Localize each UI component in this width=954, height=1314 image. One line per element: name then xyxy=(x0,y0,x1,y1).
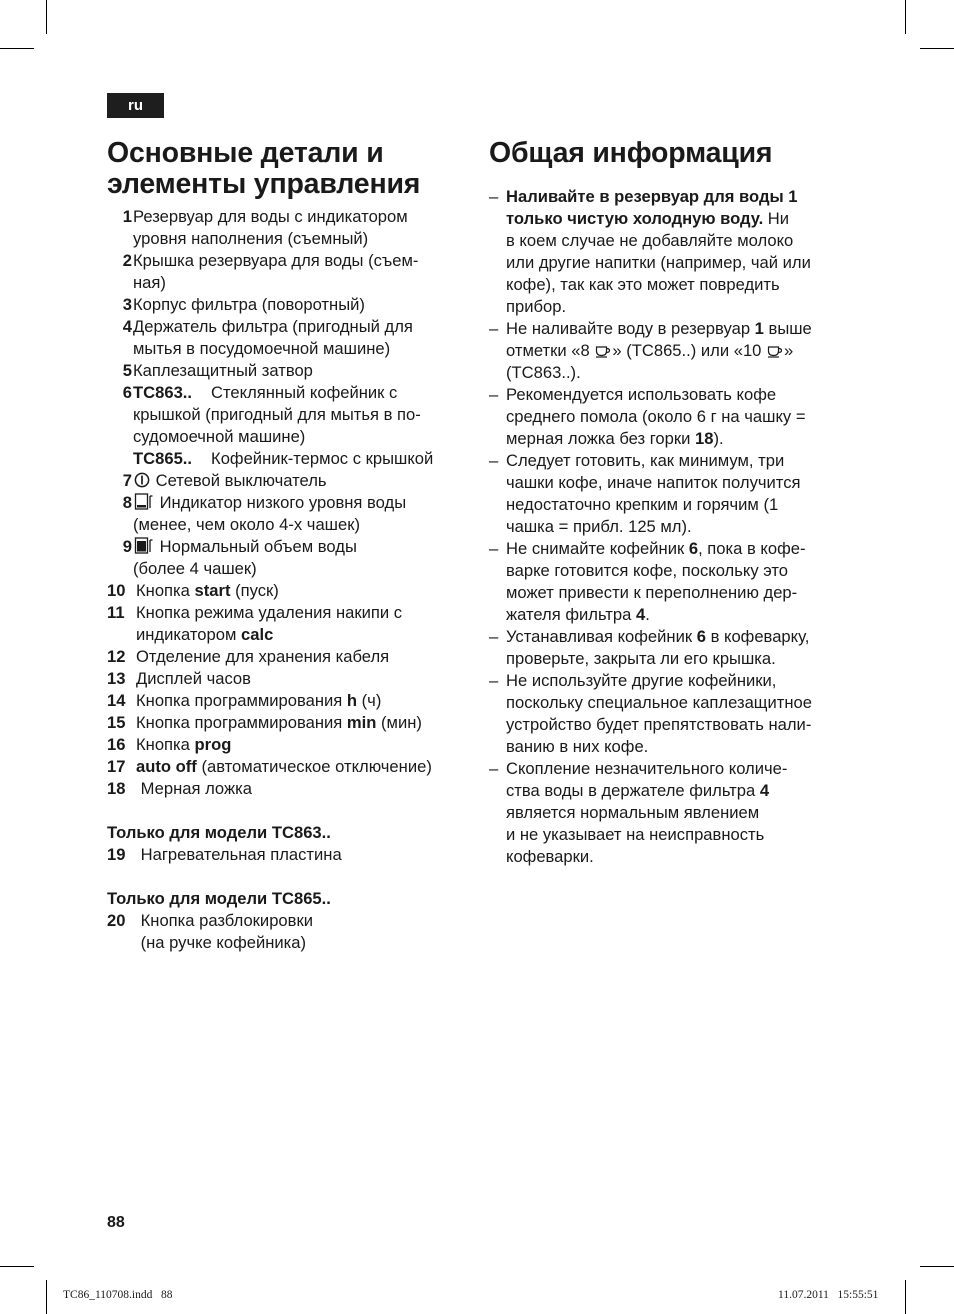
note-line: в кофеварку, xyxy=(705,627,810,646)
item-text xyxy=(136,690,381,712)
item-number: 13 xyxy=(107,669,126,688)
item-number: 6 xyxy=(122,383,132,402)
note-line: устройство будет препятствовать нали- xyxy=(506,715,812,734)
item-line: Нормальный объем воды xyxy=(159,537,357,556)
model-tc865: TC865.. xyxy=(133,449,193,468)
list-item xyxy=(107,206,477,250)
item-number: 20 xyxy=(107,911,126,930)
list-item xyxy=(489,538,859,626)
note-line: Не снимайте кофейник xyxy=(506,539,689,558)
parts-column xyxy=(107,138,477,954)
item-line: (автоматическое отключение) xyxy=(196,757,432,776)
item-text xyxy=(133,470,327,492)
crop-mark xyxy=(46,0,47,34)
item-line: Кнопка режима удаления накипи с xyxy=(136,603,403,622)
crop-mark xyxy=(0,48,34,49)
item-number: 9 xyxy=(122,537,132,556)
item-number: 1 xyxy=(122,207,132,226)
note-text xyxy=(506,758,787,868)
note-line: может привести к переполнению дер- xyxy=(506,583,798,602)
note-line: или другие напитки (например, чай или xyxy=(506,253,811,272)
note-line: (TC863..). xyxy=(506,363,581,382)
info-title: Общая информация xyxy=(489,137,773,169)
note-line: , пока в кофе- xyxy=(698,539,806,558)
item-line: мытья в посудомоечной машине) xyxy=(133,339,391,358)
item-line: Сетевой выключатель xyxy=(155,471,327,490)
item-line: Кнопка программирования xyxy=(136,691,347,710)
list-item xyxy=(489,670,859,758)
note-line: Ни xyxy=(763,209,790,228)
item-line: Кофейник-термос с крышкой xyxy=(211,449,434,468)
item-line: Кнопка разблокировки xyxy=(136,911,313,930)
dash-bullet: – xyxy=(489,759,499,778)
item-line: Стеклянный кофейник с xyxy=(211,383,398,402)
dash-bullet: – xyxy=(489,385,499,404)
list-item xyxy=(107,602,477,646)
list-item xyxy=(107,492,477,536)
note-line: Устанавливая кофейник xyxy=(506,627,697,646)
item-line: Индикатор низкого уровня воды xyxy=(159,493,407,512)
item-number: 11 xyxy=(107,603,125,622)
note-line: жателя фильтра xyxy=(506,605,636,624)
item-number: 15 xyxy=(107,713,126,732)
page-number: 88 xyxy=(107,1214,125,1231)
list-item xyxy=(107,734,477,756)
note-line: кофе), так как это может повредить xyxy=(506,275,780,294)
list-item xyxy=(107,470,477,492)
item-line: уровня наполнения (съемный) xyxy=(133,229,369,248)
note-line: Не наливайте воду в резервуар xyxy=(506,319,755,338)
notes-list xyxy=(489,186,859,868)
item-line: Держатель фильтра (пригодный для xyxy=(133,317,413,336)
footer-file-info: TC86_110708.indd 88 xyxy=(63,1289,173,1301)
note-bold: Наливайте в резервуар для воды 1 xyxy=(506,187,798,206)
note-line: . xyxy=(645,605,650,624)
item-text: Каплезащитный затвор xyxy=(133,361,313,380)
item-text: Мерная ложка xyxy=(136,779,252,798)
note-line: в коем случае не добавляйте молоко xyxy=(506,231,794,250)
item-number: 12 xyxy=(107,647,126,666)
note-line: чашка = прибл. 125 мл). xyxy=(506,517,692,536)
list-item xyxy=(107,668,477,690)
note-line: Рекомендуется использовать кофе xyxy=(506,385,777,404)
item-text: Отделение для хранения кабеля xyxy=(136,647,390,666)
note-line: чашки кофе, иначе напиток получится xyxy=(506,473,801,492)
only-tc863-heading: Только для модели TC863.. xyxy=(107,823,331,842)
item-text xyxy=(133,382,433,470)
list-item xyxy=(107,580,477,602)
item-number: 7 xyxy=(122,471,132,490)
button-name: auto off xyxy=(136,757,197,776)
item-line: (мин) xyxy=(376,713,422,732)
item-number: 14 xyxy=(107,691,126,710)
note-line: выше xyxy=(763,319,812,338)
list-item xyxy=(489,626,859,670)
item-text xyxy=(136,734,231,756)
item-text xyxy=(136,712,422,734)
note-bold: только чистую холодную воду. xyxy=(506,209,764,228)
item-number: 16 xyxy=(107,735,126,754)
dash-bullet: – xyxy=(489,187,499,206)
list-item xyxy=(107,910,477,954)
item-text xyxy=(133,250,418,294)
note-line: поскольку специальное каплезащитное xyxy=(506,693,812,712)
item-line: (пуск) xyxy=(230,581,279,600)
crop-mark xyxy=(46,1280,47,1314)
list-item xyxy=(107,382,477,470)
item-number: 5 xyxy=(122,361,132,380)
footer-timestamp: 11.07.2011 15:55:51 xyxy=(778,1289,879,1301)
list-item xyxy=(107,778,477,800)
note-line: » (TC865..) или «10 xyxy=(612,341,767,360)
crop-mark xyxy=(905,1280,906,1314)
note-text xyxy=(506,384,806,450)
dash-bullet: – xyxy=(489,627,499,646)
note-line: проверьте, закрыта ли его крышка. xyxy=(506,649,776,668)
model-tc863: TC863.. xyxy=(133,383,193,402)
list-item xyxy=(489,384,859,450)
list-item xyxy=(489,318,859,384)
note-line: » xyxy=(784,341,794,360)
note-line: ванию в них кофе. xyxy=(506,737,649,756)
button-name: prog xyxy=(194,735,232,754)
crop-mark xyxy=(905,0,906,34)
button-name: min xyxy=(346,713,377,732)
note-line: Не используйте другие кофейники, xyxy=(506,671,777,690)
item-number: 17 xyxy=(107,757,126,776)
note-text xyxy=(506,318,812,384)
dash-bullet: – xyxy=(489,451,499,470)
note-bold: 6 xyxy=(696,627,706,646)
item-text xyxy=(133,316,413,360)
item-text: Дисплей часов xyxy=(136,669,251,688)
note-line: мерная ложка без горки xyxy=(506,429,696,448)
parts-title xyxy=(107,138,477,200)
item-text xyxy=(136,602,402,646)
button-name: start xyxy=(194,581,231,600)
item-text: Корпус фильтра (поворотный) xyxy=(133,295,365,314)
low-water-icon xyxy=(134,493,154,510)
note-line: ). xyxy=(713,429,724,448)
item-line: индикатором xyxy=(136,625,241,644)
button-name: h xyxy=(346,691,358,710)
item-text xyxy=(136,756,432,778)
parts-list xyxy=(107,206,477,954)
note-line: Следует готовить, как минимум, три xyxy=(506,451,785,470)
item-line: Кнопка xyxy=(136,581,195,600)
info-column xyxy=(489,138,859,868)
item-number: 8 xyxy=(122,493,132,512)
item-line: Кнопка xyxy=(136,735,195,754)
note-text xyxy=(506,186,811,318)
note-text xyxy=(506,670,812,758)
item-text xyxy=(133,206,408,250)
item-line: Крышка резервуара для воды (съем- xyxy=(133,251,419,270)
list-item xyxy=(107,712,477,734)
list-item xyxy=(107,756,477,778)
item-line: (ч) xyxy=(357,691,382,710)
note-bold: 1 xyxy=(754,319,764,338)
note-line: отметки «8 xyxy=(506,341,595,360)
item-number: 2 xyxy=(122,251,132,270)
item-text xyxy=(133,492,406,536)
crop-mark xyxy=(920,48,954,49)
cup-icon xyxy=(595,344,611,358)
item-line: судомоечной машине) xyxy=(133,427,306,446)
list-item xyxy=(107,294,477,316)
note-text xyxy=(506,450,800,538)
list-item xyxy=(107,844,477,866)
list-item xyxy=(107,690,477,712)
item-line: крышкой (пригодный для мытья в по- xyxy=(133,405,421,424)
list-item xyxy=(489,186,859,318)
item-line: ная) xyxy=(133,273,166,292)
note-line: является нормальным явлением xyxy=(506,803,760,822)
note-bold: 6 xyxy=(688,539,699,558)
dash-bullet: – xyxy=(489,671,499,690)
item-line: (на ручке кофейника) xyxy=(136,933,307,952)
item-number: 3 xyxy=(122,295,132,314)
item-text xyxy=(136,580,279,602)
list-item xyxy=(107,316,477,360)
note-bold: 18 xyxy=(695,429,714,448)
parts-title-line2: элементы управления xyxy=(107,168,421,200)
item-line: Резервуар для воды с индикатором xyxy=(133,207,408,226)
item-line: Кнопка программирования xyxy=(136,713,347,732)
crop-mark xyxy=(0,1266,34,1267)
language-badge: ru xyxy=(107,93,164,118)
note-bold: 4 xyxy=(635,605,646,624)
note-line: недостаточно крепким и горячим (1 xyxy=(506,495,779,514)
parts-title-line1: Основные детали и xyxy=(107,137,384,169)
list-item xyxy=(489,450,859,538)
list-item xyxy=(489,758,859,868)
crop-mark xyxy=(920,1266,954,1267)
note-line: Скопление незначительного количе- xyxy=(506,759,788,778)
power-icon xyxy=(134,472,150,488)
note-bold: 4 xyxy=(759,781,770,800)
list-item xyxy=(107,646,477,668)
dash-bullet: – xyxy=(489,319,499,338)
normal-water-icon xyxy=(134,537,154,554)
note-line: варке готовится кофе, поскольку это xyxy=(506,561,788,580)
item-number: 19 xyxy=(107,845,126,864)
item-number: 18 xyxy=(107,779,126,798)
note-line: и не указывает на неисправность xyxy=(506,825,765,844)
item-text xyxy=(136,910,313,954)
cup-icon xyxy=(767,344,783,358)
note-text xyxy=(506,626,809,670)
note-text xyxy=(506,538,805,626)
note-line: прибор. xyxy=(506,297,567,316)
only-tc865-heading: Только для модели TC865.. xyxy=(107,889,331,908)
note-line: кофеварки. xyxy=(506,847,594,866)
item-text xyxy=(133,536,357,580)
button-name: calc xyxy=(241,625,274,644)
item-line: (менее, чем около 4-х чашек) xyxy=(133,515,361,534)
dash-bullet: – xyxy=(489,539,499,558)
list-item xyxy=(107,250,477,294)
note-line: среднего помола (около 6 г на чашку = xyxy=(506,407,806,426)
item-line: (более 4 чашек) xyxy=(133,559,257,578)
list-item xyxy=(107,536,477,580)
item-number: 4 xyxy=(122,317,132,336)
list-item xyxy=(107,360,477,382)
item-number: 10 xyxy=(107,581,126,600)
item-text: Нагревательная пластина xyxy=(136,845,342,864)
note-line: ства воды в держателе фильтра xyxy=(506,781,760,800)
